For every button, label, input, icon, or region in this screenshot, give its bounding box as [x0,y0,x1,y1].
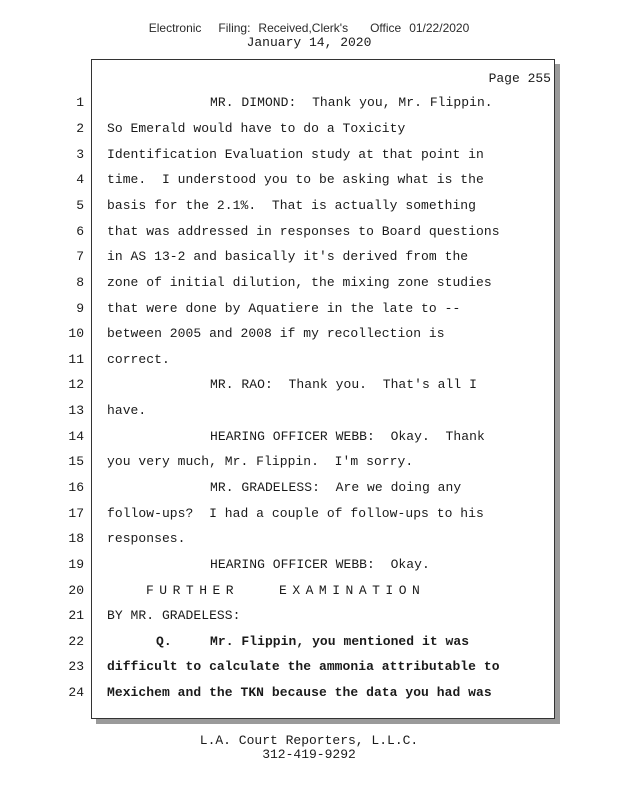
transcript-line-1 [0,95,618,117]
transcript-line-8 [0,275,618,297]
line-number: 7 [76,249,84,264]
transcript-line-11 [0,352,618,374]
stamp-electronic: Electronic [148,21,202,35]
transcript-line-6 [0,224,618,246]
line-number: 22 [68,634,84,649]
line-text: MR. GRADELESS: Are we doing any [210,480,462,495]
line-text: correct. [107,352,170,367]
transcript-line-24 [0,685,618,707]
line-number: 8 [76,275,84,290]
transcript-line-14 [0,429,618,451]
question-label: Q. [156,634,172,649]
transcript-line-13 [0,403,618,425]
line-text: time. I understood you to be asking what is the [107,172,484,187]
footer-phone: 312-419-9292 [262,747,356,762]
line-text: zone of initial dilution, the mixing zone studies [107,275,492,290]
line-text: you very much, Mr. Flippin. I'm sorry. [107,454,414,469]
line-text: basis for the 2.1%. That is actually something [107,198,477,213]
line-text: BY MR. GRADELESS: [107,608,241,623]
filing-stamp [0,21,618,35]
transcript-line-5 [0,198,618,220]
line-number: 12 [68,377,84,392]
line-text: MR. DIMOND: Thank you, Mr. Flippin. [210,95,493,110]
transcript-line-7 [0,249,618,271]
line-number: 18 [68,531,84,546]
line-text: that was addressed in responses to Board questions [107,224,500,239]
line-number: 6 [76,224,84,239]
line-text: HEARING OFFICER WEBB: Okay. Thank [210,429,485,444]
line-text: between 2005 and 2008 if my recollection is [107,326,445,341]
line-text: responses. [107,531,186,546]
line-text: follow-ups? I had a couple of follow-ups to his [107,506,484,521]
transcript-line-21 [0,608,618,630]
page-number: Page 255 [488,71,551,86]
line-number: 1 [76,95,84,110]
transcript-line-3 [0,147,618,169]
section-heading: FURTHER EXAMINATION [146,583,426,598]
transcript-line-10 [0,326,618,348]
line-text: have. [107,403,147,418]
line-number: 11 [68,352,84,367]
line-text: So Emerald would have to do a Toxicity [107,121,406,136]
line-number: 19 [68,557,84,572]
line-number: 5 [76,198,84,213]
line-number: 21 [68,608,84,623]
line-text: MR. RAO: Thank you. That's all I [210,377,477,392]
line-text: Mexichem and the TKN because the data you had was [107,685,492,700]
stamp-date: 01/22/2020 [409,21,470,35]
line-number: 10 [68,326,84,341]
transcript-line-23 [0,659,618,681]
stamp-filing: Filing: [218,21,251,35]
line-number: 16 [68,480,84,495]
stamp-office: Office [370,21,402,35]
transcript-line-22 [0,634,618,656]
line-text: HEARING OFFICER WEBB: Okay. [210,557,430,572]
line-number: 13 [68,403,84,418]
transcript-line-16 [0,480,618,502]
line-number: 15 [68,454,84,469]
line-number: 23 [68,659,84,674]
footer-reporter: L.A. Court Reporters, L.L.C. [199,733,419,748]
question-text: Mr. Flippin, you mentioned it was [210,634,470,649]
transcript-line-2 [0,121,618,143]
transcript-line-19 [0,557,618,579]
transcript-line-9 [0,301,618,323]
line-text: Identification Evaluation study at that point in [107,147,484,162]
line-text: in AS 13-2 and basically it's derived from the [107,249,469,264]
transcript-line-12 [0,377,618,399]
line-number: 2 [76,121,84,136]
stamp-received: Received,Clerk's [258,21,349,35]
line-text: that were done by Aquatiere in the late to -- [107,301,461,316]
transcript-line-15 [0,454,618,476]
transcript-line-18 [0,531,618,553]
transcript-line-20 [0,583,618,605]
line-number: 24 [68,685,84,700]
transcript-line-17 [0,506,618,528]
transcript-line-4 [0,172,618,194]
line-number: 17 [68,506,84,521]
line-text: difficult to calculate the ammonia attributable to [107,659,500,674]
hearing-date: January 14, 2020 [246,35,372,50]
line-number: 20 [68,583,84,598]
line-number: 14 [68,429,84,444]
line-number: 3 [76,147,84,162]
line-number: 9 [76,301,84,316]
line-number: 4 [76,172,84,187]
question-line [156,634,469,649]
